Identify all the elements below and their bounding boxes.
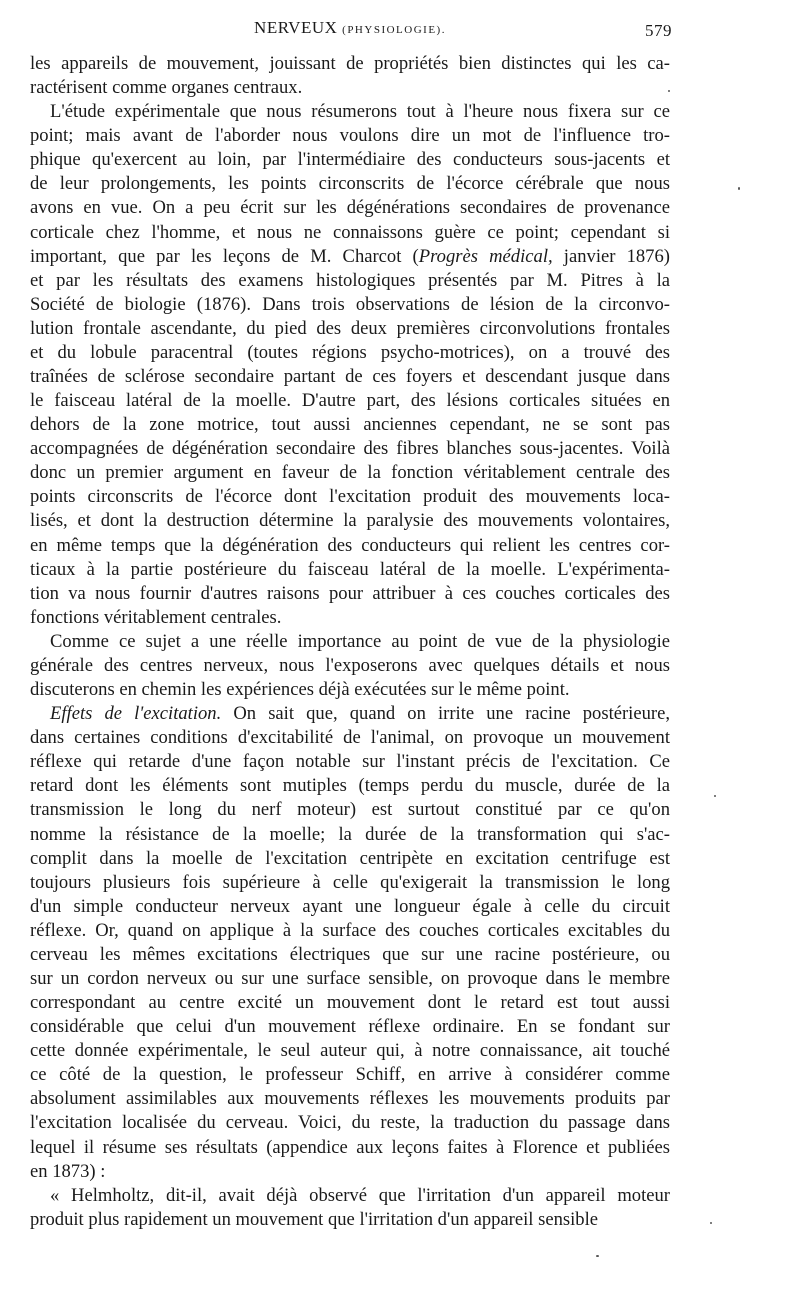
text-line xyxy=(30,341,670,365)
text-line xyxy=(30,76,670,100)
text-line xyxy=(30,269,670,293)
text-line-content: point; mais avant de l'aborder nous voulons dire un mot de l'influence tro- xyxy=(30,125,670,147)
text-line-content: fonctions véritablement centrales. xyxy=(30,606,282,628)
journal-title: Progrès médical, xyxy=(418,245,553,267)
text-line xyxy=(30,991,670,1015)
text-line-content: produit plus rapidement un mouvement que l'irritation d'un appareil sensible xyxy=(30,1208,598,1230)
text-line-content: et par les résultats des examens histologiques présentés par M. Pitres à la xyxy=(30,269,670,291)
running-head xyxy=(30,18,670,52)
text-line-content: toujours plusieurs fois supérieure à celle qu'exigerait la transmission le long xyxy=(30,871,670,893)
text-line xyxy=(30,1063,670,1087)
text-line-content: donc un premier argument en faveur de la fonction véritablement centrale des xyxy=(30,462,670,484)
text-line xyxy=(30,437,670,461)
text-line xyxy=(30,1160,670,1184)
text-line-content: complit dans la moelle de l'excitation centripète en excitation centrifuge est xyxy=(30,847,670,869)
text-line-content: lisés, et dont la destruction détermine la paralysie des mouvements volontaires, xyxy=(30,510,670,532)
text-line xyxy=(30,1111,670,1135)
text-line-content: On sait que, quand on irrite une racine postérieure, xyxy=(221,703,670,725)
text-line xyxy=(30,485,670,509)
text-line xyxy=(30,124,670,148)
text-line xyxy=(30,750,670,774)
text-line-content: tion va nous fournir d'autres raisons pour attribuer à ces couches corticales des xyxy=(30,582,670,604)
text-line xyxy=(30,1184,670,1208)
text-line-content: considérable que celui d'un mouvement réflexe ordinaire. En se fondant sur xyxy=(30,1016,670,1038)
text-line-content: lequel il résume ses résultats (appendice aux leçons faites à Florence et publiées xyxy=(30,1136,670,1158)
text-line-content: cerveau les mêmes excitations électriques que sur une racine postérieure, ou xyxy=(30,943,670,965)
text-line-content: discuterons en chemin les expériences déjà exécutées sur le même point. xyxy=(30,679,570,701)
text-line xyxy=(30,293,670,317)
text-line-content: lution frontale ascendante, du pied des deux premières circonvolutions frontales xyxy=(30,317,670,339)
text-line xyxy=(30,389,670,413)
text-line xyxy=(30,1015,670,1039)
text-line-content: dans certaines conditions d'excitabilité de l'animal, on provoque un mouvement xyxy=(30,727,670,749)
paragraph xyxy=(30,1184,670,1232)
text-line xyxy=(30,245,670,269)
text-line xyxy=(30,365,670,389)
text-line xyxy=(30,582,670,606)
text-line-content: d'un simple conducteur nerveux ayant une longueur égale à celle du circuit xyxy=(30,895,670,917)
text-line-content: points circonscrits de l'écorce dont l'excitation produit des mouvements loca- xyxy=(30,486,670,508)
text-line xyxy=(30,509,670,533)
text-line-content: le faisceau latéral de la moelle. D'autre part, des lésions corticales situées en xyxy=(30,390,670,412)
text-line xyxy=(30,1039,670,1063)
text-line-content: cette donnée expérimentale, le seul auteur qui, à notre connaissance, ait touché xyxy=(30,1040,670,1062)
text-line xyxy=(30,606,670,630)
text-line xyxy=(30,654,670,678)
text-line xyxy=(30,678,670,702)
text-line-content: Société de biologie (1876). Dans trois observations de lésion de la circonvo- xyxy=(30,293,670,315)
text-line-content: en même temps que la dégénération des conducteurs qui relient les centres cor- xyxy=(30,534,670,556)
text-line xyxy=(30,100,670,124)
text-line-content: traînées de sclérose secondaire partant de ces foyers et descendant jusque dans xyxy=(30,366,670,388)
italic-lead: Effets de l'excitation. xyxy=(50,703,222,725)
text-line xyxy=(30,221,670,245)
text-line xyxy=(30,823,670,847)
text-line-content: en 1873) : xyxy=(30,1160,106,1182)
text-line-content: accompagnées de dégénération secondaire des fibres blanches sous-jacentes. Voilà xyxy=(30,438,670,460)
text-line xyxy=(30,967,670,991)
text-line xyxy=(30,172,670,196)
text-line xyxy=(30,317,670,341)
text-line-content: de leur prolongements, les points circonscrits de l'écorce cérébrale que nous xyxy=(30,173,670,195)
text-line-content: sur un cordon nerveux ou sur une surface sensible, on provoque dans le membre xyxy=(30,967,670,989)
running-title-main: NERVEUX xyxy=(254,18,338,37)
text-line xyxy=(30,1136,670,1160)
text-line-content: corticale chez l'homme, et nous ne connaissons guère ce point; cependant si xyxy=(30,221,670,243)
text-line-content: important, que par les leçons de M. Charcot (Progrès médical, janvier 1876) xyxy=(30,245,670,267)
running-title xyxy=(30,18,670,38)
text-line-content: « Helmholtz, dit-il, avait déjà observé que l'irritation d'un appareil moteur xyxy=(50,1184,670,1206)
paragraph xyxy=(30,100,670,630)
text-line-content: les appareils de mouvement, jouissant de propriétés bien distinctes qui les ca- xyxy=(30,53,670,74)
running-title-sub: (PHYSIOLOGIE). xyxy=(342,24,446,36)
text-line xyxy=(30,413,670,437)
text-line-content: phique qu'exercent au loin, par l'intermédiaire des conducteurs sous-jacents et xyxy=(30,149,670,171)
text-line-content: absolument assimilables aux mouvements réflexes les mouvements produits par xyxy=(30,1088,670,1110)
text-line xyxy=(30,1087,670,1111)
text-line-content: correspondant au centre excité un mouvement dont le retard est tout aussi xyxy=(30,992,670,1014)
text-line xyxy=(30,461,670,485)
text-line-content: transmission le long du nerf moteur) est surtout constitué par ce qu'on xyxy=(30,799,670,821)
text-line-content: ce côté de la question, le professeur Schiff, en arrive à considérer comme xyxy=(30,1064,670,1086)
text-line-content: réflexe. Or, quand on applique à la surface des couches corticales excitables du xyxy=(30,919,670,941)
text-line xyxy=(30,798,670,822)
text-line-content: L'étude expérimentale que nous résumerons tout à l'heure nous fixera sur ce xyxy=(50,101,670,123)
text-line-content: ractérisent comme organes centraux. xyxy=(30,77,303,99)
text-line xyxy=(30,52,670,76)
body-text xyxy=(30,52,670,1232)
text-line-content: générale des centres nerveux, nous l'exposerons avec quelques détails et nous xyxy=(30,654,670,676)
paragraph xyxy=(30,702,670,1184)
text-line xyxy=(30,726,670,750)
paragraph xyxy=(30,52,670,100)
text-line-content: l'excitation localisée du cerveau. Voici, du reste, la traduction du passage dans xyxy=(30,1112,670,1134)
text-line xyxy=(30,534,670,558)
paragraph xyxy=(30,630,670,702)
text-line-content: Comme ce sujet a une réelle importance au point de vue de la physiologie xyxy=(50,630,670,652)
text-line xyxy=(30,943,670,967)
text-line xyxy=(30,558,670,582)
text-line xyxy=(30,196,670,220)
text-line-content: et du lobule paracentral (toutes régions psycho-motrices), on a trouvé des xyxy=(30,341,670,363)
text-line xyxy=(30,702,670,726)
text-line xyxy=(30,895,670,919)
text-line xyxy=(30,847,670,871)
text-line xyxy=(30,148,670,172)
text-line-content: ticaux à la partie postérieure du faisceau latéral de la moelle. L'expérimenta- xyxy=(30,558,670,580)
document-page xyxy=(30,18,670,1232)
text-line xyxy=(30,774,670,798)
text-line-content: nomme la résistance de la moelle; la durée de la transformation qui s'ac- xyxy=(30,823,670,845)
text-line xyxy=(30,630,670,654)
page-number: 579 xyxy=(645,21,672,40)
text-line-content: avons en vue. On a peu écrit sur les dégénérations secondaires de provenance xyxy=(30,197,670,219)
text-line xyxy=(30,919,670,943)
text-line-content: retard dont les éléments sont mutiples (temps perdu du muscle, durée de la xyxy=(30,775,670,797)
text-line-content: réflexe qui retarde d'une façon notable sur l'instant précis de l'excitation. Ce xyxy=(30,751,670,773)
text-line xyxy=(30,1208,670,1232)
text-line-content: dehors de la zone motrice, tout aussi anciennes cependant, ne se sont pas xyxy=(30,414,670,436)
text-line xyxy=(30,871,670,895)
